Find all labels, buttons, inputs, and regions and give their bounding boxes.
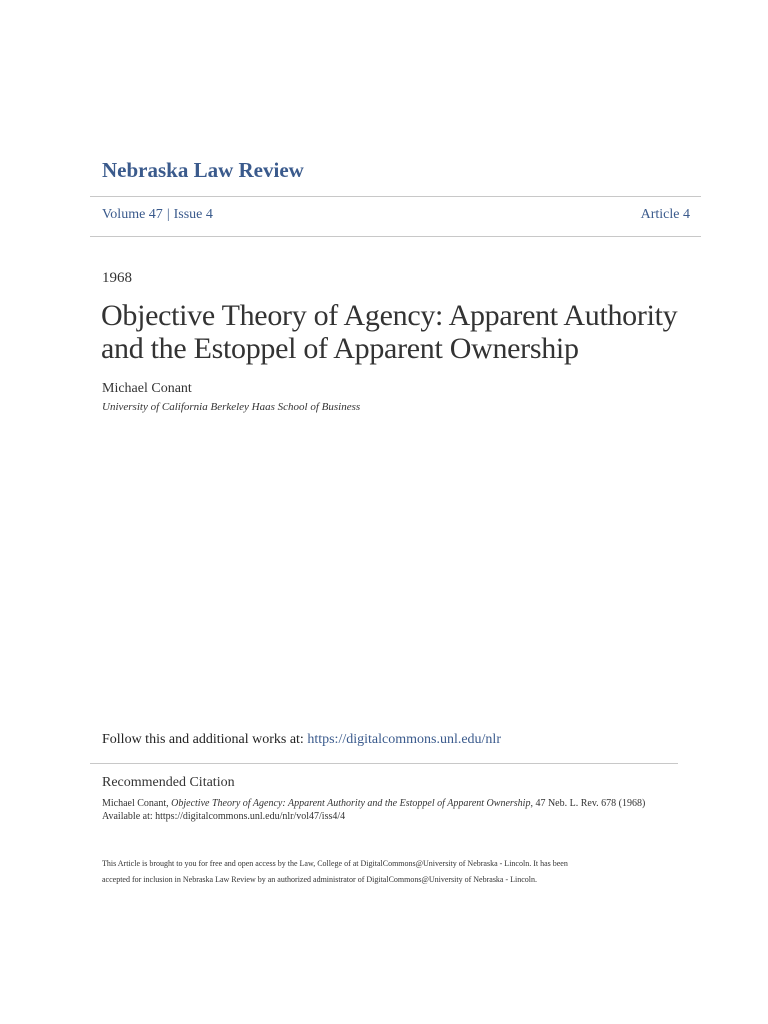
author-name: Michael Conant — [102, 381, 192, 396]
issue-link[interactable]: Issue 4 — [173, 207, 213, 222]
citation-available: Available at: https://digitalcommons.unl.edu/nlr/vol47/iss4/4 — [102, 811, 346, 822]
follow-line — [102, 732, 501, 748]
issue-left-group — [102, 207, 213, 223]
top-divider — [90, 196, 701, 197]
publication-year: 1968 — [102, 270, 132, 286]
citation-divider — [90, 763, 678, 764]
article-title-line-1: Objective Theory of Agency: Apparent Authority — [101, 299, 678, 332]
follow-label: Follow this and additional works at: — [102, 732, 308, 747]
citation-title: Objective Theory of Agency: Apparent Authority and the Estoppel of Apparent Ownership — [171, 798, 531, 809]
notice-line-1: This Article is brought to you for free and open access by the Law, College of at DigitalCommons@University of Nebraska - Lincoln. It has been — [102, 859, 568, 868]
citation-author: Michael Conant, — [102, 798, 172, 809]
journal-title-link[interactable]: Nebraska Law Review — [102, 158, 304, 182]
volume-link[interactable]: Volume 47 — [102, 207, 163, 222]
issue-line — [102, 207, 690, 223]
article-title-line-2: and the Estoppel of Apparent Ownership — [101, 332, 579, 365]
notice-line-2: accepted for inclusion in Nebraska Law Review by an authorized administrator of DigitalCommons@University of Nebraska - Lincoln. — [102, 875, 538, 884]
author-affiliation: University of California Berkeley Haas School of Business — [102, 401, 361, 413]
article-number-link[interactable]: Article 4 — [640, 207, 690, 222]
issue-separator: | — [166, 207, 170, 222]
citation-heading: Recommended Citation — [102, 775, 235, 790]
citation-body — [102, 797, 702, 823]
access-notice — [102, 856, 702, 888]
article-title — [101, 299, 701, 365]
collection-link[interactable]: https://digitalcommons.unl.edu/nlr — [307, 732, 501, 747]
middle-divider — [90, 236, 701, 237]
citation-source: , 47 Neb. L. Rev. 678 (1968) — [530, 798, 646, 809]
